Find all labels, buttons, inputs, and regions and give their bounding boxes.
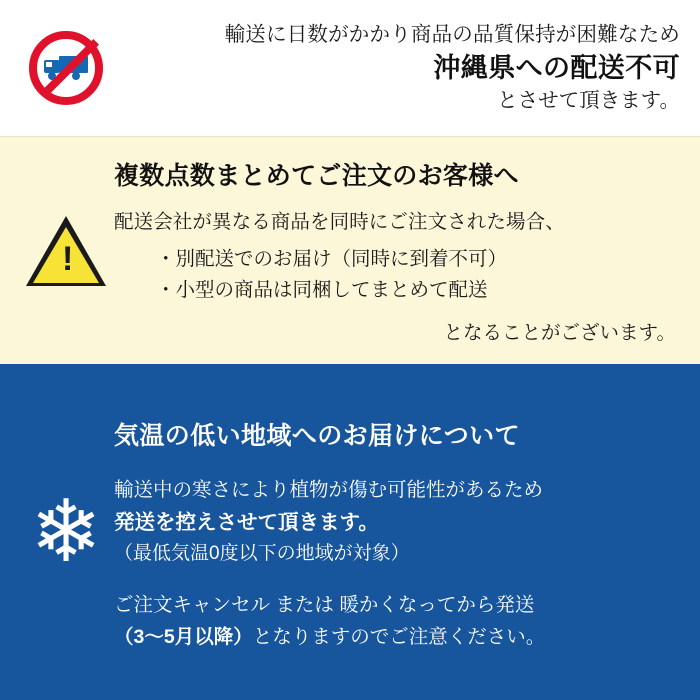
cold-region-criteria-text: （最低気温0度以下の地域が対象） (114, 542, 410, 564)
multiple-items-lead: 配送会社が異なる商品を同時にご注文された場合、 (114, 211, 565, 234)
cold-region-section (0, 364, 700, 700)
multiple-items-text-column (114, 156, 686, 344)
cold-region-text-column (114, 416, 686, 649)
snowflake-icon-column (18, 484, 114, 580)
okinawa-restriction-section (0, 0, 700, 136)
warning-triangle-icon: ! (26, 216, 106, 286)
okinawa-headline: 沖縄県への配送不可 (433, 52, 680, 83)
cold-region-options-text: ご注文キャンセル または 暖かくなってから発送 (114, 593, 535, 616)
multiple-items-title: 複数点数まとめてご注文のお客様へ (114, 162, 519, 191)
snowflake-icon: ❄ (29, 484, 103, 580)
cold-region-reason-text: 輸送中の寒さにより植物が傷む可能性があるため (114, 478, 544, 501)
cold-region-suspension-text: 発送を控えさせて頂きます。 (114, 510, 379, 534)
warning-icon-column (18, 216, 114, 286)
multiple-items-bullet-list (114, 244, 682, 304)
multiple-items-section (0, 136, 700, 364)
list-item: ・小型の商品は同梱してまとめて配送 (156, 278, 488, 301)
cold-region-period: （3〜5月以降） (114, 625, 253, 648)
cold-region-notice-rest: となりますのでご注意ください。 (252, 625, 546, 648)
okinawa-text-column (114, 22, 686, 114)
no-truck-icon (29, 31, 103, 105)
cold-region-notice-text (114, 621, 682, 649)
okinawa-closing-text: とさせて頂きます。 (497, 89, 680, 113)
okinawa-reason-text: 輸送に日数がかかり商品の品質保持が困難なため (224, 23, 680, 46)
multiple-items-closing-text: となることがございます。 (443, 321, 676, 344)
cold-region-title: 気温の低い地域へのお届けについて (114, 421, 520, 450)
okinawa-icon-column (18, 31, 114, 105)
list-item: ・別配送でのお届け（同時に到着不可） (156, 248, 508, 271)
